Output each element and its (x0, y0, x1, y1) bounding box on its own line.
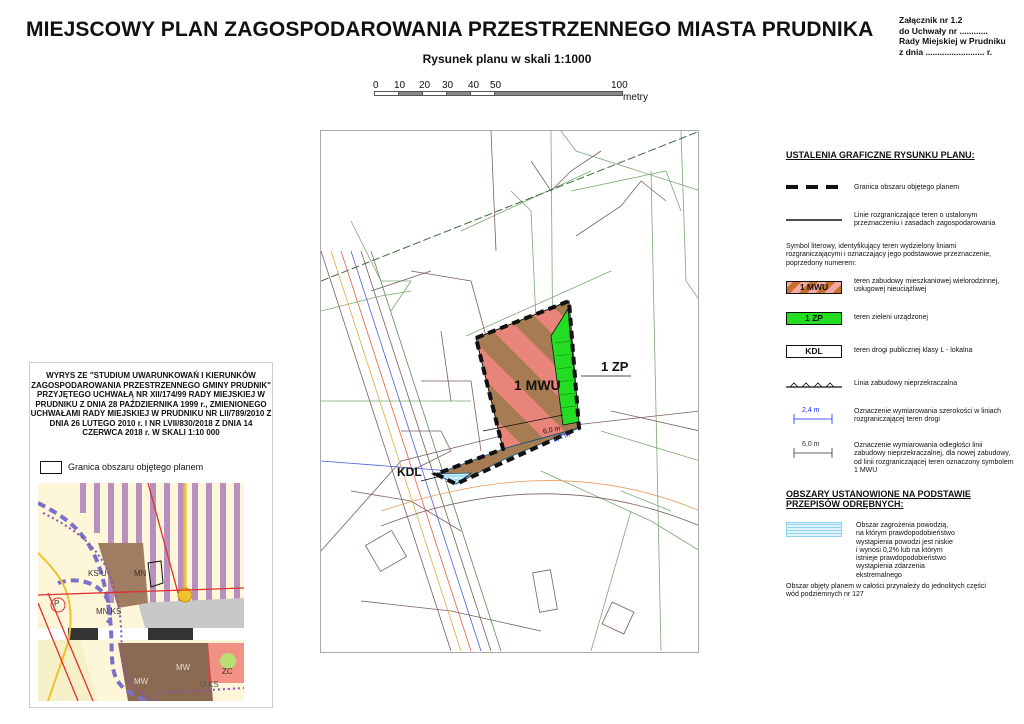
flood-zone-icon (786, 522, 842, 537)
studium-label: ZC (222, 667, 233, 676)
annex-line: Załącznik nr 1.2 (899, 15, 963, 25)
boundary-box-icon (40, 461, 62, 474)
scale-tick-label: 20 (419, 80, 431, 91)
scale-bar (370, 80, 660, 106)
scale-tick-label: 40 (468, 80, 480, 91)
studium-label: MN (134, 569, 147, 578)
studium-label: MN KS (96, 607, 122, 616)
studium-label: MW (134, 677, 149, 686)
studium-legend (40, 461, 203, 474)
scale-unit: metry (623, 92, 648, 103)
badge-kdl: KDL (786, 345, 842, 358)
label-1-mwu: 1 MWU (514, 377, 561, 393)
studium-map[interactable] (38, 483, 244, 701)
studium-title: WYRYS ZE "STUDIUM UWARUNKOWAŃ I KIERUNKÓW ZAGOSPODAROWANIA PRZESTRZENNEGO GMINY PRUDNIK" PRZYJĘTEGO UCHWAŁĄ NR XII/174/99 RADY MIEJSKIEJ W PRUDNIKU Z DNIA 28 PAŹDZIERNIKA 1999 r., ZMIENIONEGO UCHWAŁAMI RADY MIEJSKIEJ W PRUDNIKU NR LII/789/2010 Z DNIA 26 LUTEGO 2010 r. I NR LVII/830/2018 Z DNIA 14 CZERWCA 2018 r. W SKALI 1:10 000 (30, 371, 272, 437)
legend-text: Obszar objęty planem w całości przynależy do jednolitych części wód podziemnych nr 127 (786, 583, 986, 599)
annex-line: do Uchwały nr ............ (899, 25, 988, 36)
studium-legend-text: Granica obszaru objętego planem (68, 461, 204, 472)
label-dim-2-4m: 2,4 m (552, 431, 572, 444)
legend-text: Granica obszaru objętego planem (854, 184, 960, 191)
legend-text: Obszar zagrożenia powodzią, na którym prawdopodobieństwo wystąpienia powodzi jest niskie i wynosi 0,2% lub na którym istnieje prawdopodobieństwo wystąpienia zdarzenia ekstremalnego (856, 522, 955, 579)
badge-mwu: 1 MWU (786, 281, 842, 294)
legend-text: Symbol literowy, identyfikujący teren wydzielony liniami rozgraniczającymi i oznaczający jego podstawowe przeznaczenie, poprzedony numerem: (786, 243, 992, 267)
studium-map-drawing (38, 483, 244, 701)
studium-label: MW (176, 663, 191, 672)
studium-label: P (54, 599, 60, 608)
plan-map[interactable] (320, 130, 699, 653)
scale-segment (422, 91, 447, 96)
scale-segment (398, 91, 423, 96)
annex-note (899, 15, 1006, 57)
legend-text: Linia zabudowy nieprzekraczalna (854, 380, 958, 387)
legend-text: teren drogi publicznej klasy L - lokalna (854, 347, 973, 354)
dim-black-label: 6,0 m (802, 441, 820, 448)
label-1-zp: 1 ZP (601, 359, 629, 374)
legend-text: Oznaczenie wymiarowania szerokości w liniach rozgraniczającej teren drogi (854, 408, 1002, 424)
page-title: MIEJSCOWY PLAN ZAGOSPODAROWANIA PRZESTRZENNEGO MIASTA PRUDNIKA (26, 18, 874, 41)
plan-subtitle: Rysunek planu w skali 1:1000 (422, 52, 592, 66)
legend-text: teren zabudowy mieszkaniowej wielorodzinnej, usługowej nieuciążliwej (854, 278, 1000, 294)
legend-text: Linie rozgraniczające teren o ustalonym przeznaczeniu i zasadach zagospodarowania (854, 212, 996, 228)
legend-item-groundwater (786, 583, 986, 600)
legend-heading-2: OBSZARY USTANOWIONE NA PODSTAWIE PRZEPISÓW ODRĘBNYCH: (786, 489, 971, 509)
studium-label: U KS (200, 680, 219, 689)
boundary-line (321, 131, 699, 281)
studium-extract (29, 362, 273, 708)
legend-text: Oznaczenie wymiarowania odległości linii zabudowy nieprzekraczalnej, dla nowej zabudowy, od linii rozgraniczającej teren oznaczony symbolem 1 MWU (854, 442, 1014, 474)
legend-text: teren zieleni urządzonej (854, 314, 928, 321)
scale-tick-label: 10 (394, 80, 406, 91)
scale-tick-label: 100 (611, 80, 628, 91)
label-dim-6m: 6,0 m (542, 425, 562, 436)
scale-segment (446, 91, 471, 96)
scale-segment (494, 91, 623, 96)
badge-zp: 1 ZP (786, 312, 842, 325)
legend-item-symbol-intro (786, 243, 996, 268)
scale-tick-label: 0 (373, 80, 379, 91)
annex-line: z dnia ......................... r. (899, 46, 993, 57)
scale-segment (470, 91, 495, 96)
plan-map-drawing (321, 131, 699, 653)
scale-tick-label: 50 (490, 80, 502, 91)
annex-line: Rady Miejskiej w Prudniku (899, 36, 1006, 46)
dim-blue-label: 2,4 m (802, 407, 820, 414)
studium-label: KS U (88, 569, 107, 578)
solid-line-icon (786, 217, 842, 223)
dashed-boundary-icon (786, 184, 846, 190)
legend-heading: USTALENIA GRAFICZNE RYSUNKU PLANU: (786, 150, 975, 160)
building-line-icon (786, 379, 842, 389)
scale-segment (374, 91, 399, 96)
legend-panel (786, 150, 1014, 599)
scale-tick-label: 30 (442, 80, 454, 91)
label-kdl: KDL (397, 465, 422, 479)
